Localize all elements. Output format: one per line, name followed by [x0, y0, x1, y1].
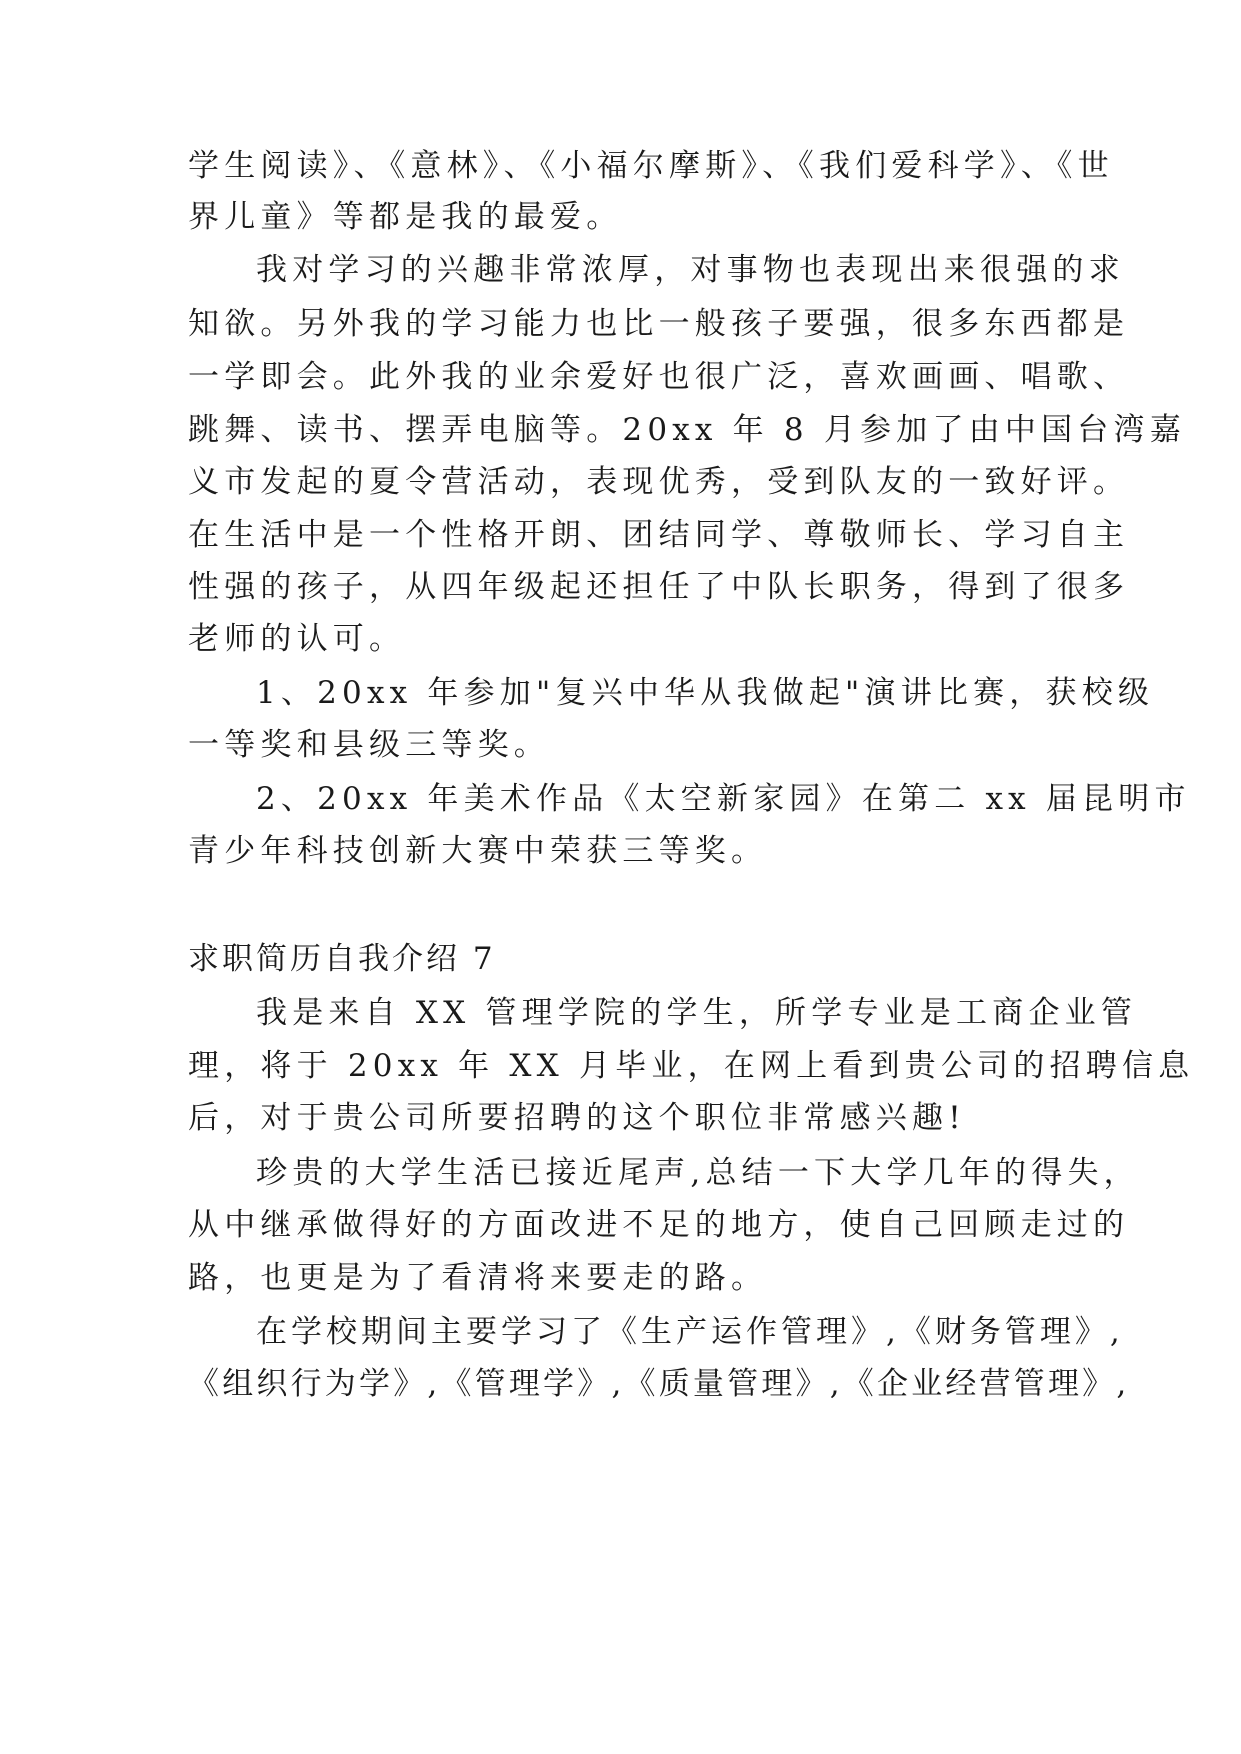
text-line: 义市发起的夏令营活动，表现优秀，受到队友的一致好评。	[188, 464, 1130, 500]
text-line: 后，对于贵公司所要招聘的这个职位非常感兴趣!	[188, 1100, 966, 1136]
text-line: 学生阅读》、《意林》、《小福尔摩斯》、《我们爱科学》、《世	[188, 148, 1114, 184]
text-line: 一学即会。此外我的业余爱好也很广泛，喜欢画画、唱歌、	[188, 359, 1130, 395]
text-line: 路，也更是为了看清将来要走的路。	[188, 1260, 768, 1296]
text-line: 从中继承做得好的方面改进不足的地方，使自己回顾走过的	[188, 1207, 1130, 1243]
text-line: 青少年科技创新大赛中荣获三等奖。	[188, 833, 768, 869]
text-line: 界儿童》等都是我的最爱。	[188, 199, 623, 235]
text-line: 跳舞、读书、摆弄电脑等。20xx 年 8 月参加了由中国台湾嘉	[188, 412, 1186, 448]
text-line: 知欲。另外我的学习能力也比一般孩子要强，很多东西都是	[188, 306, 1130, 342]
text-line: 1、20xx 年参加"复兴中华从我做起"演讲比赛，获校级	[256, 675, 1155, 711]
section-title: 求职简历自我介绍 7	[188, 941, 496, 977]
text-line: 在生活中是一个性格开朗、团结同学、尊敬师长、学习自主	[188, 517, 1130, 553]
text-line: 我是来自 XX 管理学院的学生，所学专业是工商企业管	[256, 995, 1138, 1031]
text-line: 老师的认可。	[188, 621, 406, 657]
text-line: 在学校期间主要学习了《生产运作管理》,《财务管理》,	[256, 1314, 1124, 1350]
text-line: 2、20xx 年美术作品《太空新家园》在第二 xx 届昆明市	[256, 781, 1191, 817]
text-line: 一等奖和县级三等奖。	[188, 727, 550, 763]
text-line: 理，将于 20xx 年 XX 月毕业，在网上看到贵公司的招聘信息	[188, 1048, 1195, 1084]
text-line: 《组织行为学》,《管理学》,《质量管理》,《企业经营管理》,	[188, 1366, 1130, 1402]
text-line: 珍贵的大学生活已接近尾声,总结一下大学几年的得失，	[256, 1155, 1140, 1191]
text-line: 性强的孩子，从四年级起还担任了中队长职务，得到了很多	[188, 569, 1130, 605]
text-line: 我对学习的兴趣非常浓厚，对事物也表现出来很强的求	[256, 252, 1125, 288]
